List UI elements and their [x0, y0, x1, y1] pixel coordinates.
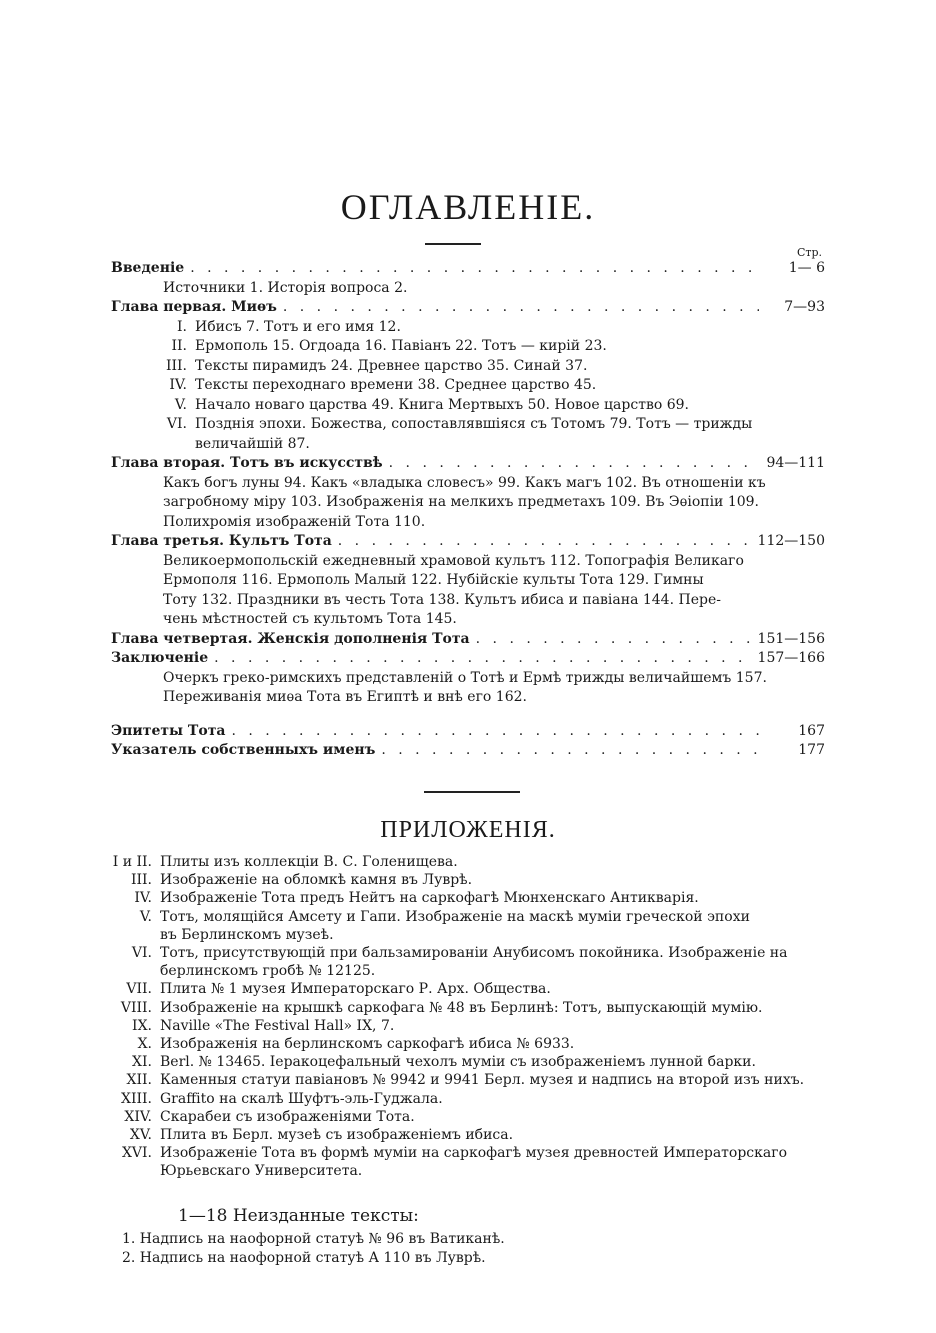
- toc-entry-label: Глава вторая. Тотъ въ искусствѣ: [111, 455, 383, 471]
- page-column-header: Стр.: [796, 246, 822, 259]
- toc-entry: [111, 298, 825, 318]
- appendix-number: [106, 962, 160, 980]
- toc-subentry-text: Тексты пирамидъ 24. Древнее царство 35. Синай 37.: [195, 357, 588, 374]
- appendix-text: Тотъ, молящійся Амсету и Гапи. Изображеніе на маскѣ муміи греческой эпохи: [160, 908, 750, 925]
- appendix-text: Изображеніе Тота въ формѣ муміи на саркофагѣ музея древностей Императорскаго: [160, 1145, 788, 1162]
- table-of-contents: [111, 259, 825, 761]
- appendix-number: XV.: [129, 1127, 152, 1144]
- appendix-number: III.: [130, 872, 152, 889]
- toc-subentry-number: III.: [165, 357, 187, 374]
- toc-entry-label: Глава четвертая. Женскія дополненія Тота: [111, 630, 470, 647]
- appendix-item: [106, 1126, 826, 1144]
- appendix-text: Изображеніе на обломкѣ камня въ Луврѣ.: [160, 872, 473, 889]
- toc-block-text: Очеркъ греко-римскихъ представленій о Тотѣ и Ермѣ трижды величайшемъ 157.: [163, 669, 767, 686]
- toc-subentry: [111, 396, 825, 416]
- toc-subentry-text: Ермополь 15. Огдоада 16. Павіанъ 22. Тотъ — кирій 23.: [195, 338, 607, 354]
- toc-entry: [111, 649, 825, 669]
- toc-leader: [190, 259, 759, 279]
- appendix-item: [106, 1090, 826, 1108]
- toc-subentry-text: Позднія эпохи. Божества, сопоставлявшіяся съ Тотомъ 79. Тотъ — трижды: [195, 416, 753, 432]
- toc-block-text: Какъ богъ луны 94. Какъ «владыка словесъ» 99. Какъ магъ 102. Въ отношеніи къ: [163, 474, 766, 491]
- appendix-text: въ Берлинскомъ музеѣ.: [160, 926, 334, 943]
- toc-entry-page: 167: [798, 722, 825, 739]
- toc-entry: [111, 630, 825, 650]
- toc-block-text: чень мѣстностей съ культомъ Тота 145.: [163, 611, 457, 627]
- toc-subentry-number: IV.: [169, 377, 187, 393]
- appendix-item: [106, 999, 826, 1017]
- toc-subentry: Источники 1. Исторія вопроса 2.: [163, 279, 408, 296]
- appendix-text: Изображеніе Тота предъ Нейтъ на саркофагѣ Мюнхенскаго Антикварія.: [160, 890, 699, 907]
- appendix-number: V.: [139, 908, 152, 925]
- appendix-text: Изображеніе на крышкѣ саркофага № 48 въ Берлинѣ: Тотъ, выпускающій мумію.: [160, 999, 763, 1016]
- toc-block-text: загробному міру 103. Изображенія на мелкихъ предметахъ 109. Въ Эѳіопіи 109.: [163, 494, 760, 510]
- appendix-title: ПРИЛОЖЕНІЯ.: [380, 817, 556, 843]
- appendix-number: VII.: [126, 981, 152, 998]
- appendix-number: IX.: [132, 1017, 152, 1034]
- toc-subentry-text: Ибисъ 7. Тотъ и его имя 12.: [195, 318, 401, 335]
- appendix-number: XI.: [132, 1054, 152, 1071]
- appendix-text: берлинскомъ гробѣ № 12125.: [160, 963, 376, 980]
- appendix-item: [106, 1108, 826, 1126]
- appendix-number: [106, 1162, 160, 1180]
- toc-entry-page: 7—93: [784, 299, 825, 315]
- appendix-number: XVI.: [121, 1145, 152, 1162]
- toc-entry-label: Глава первая. Миѳъ: [111, 299, 277, 315]
- appendix-number: I и II.: [112, 854, 152, 870]
- toc-entry-label: Заключеніе: [111, 650, 209, 666]
- toc-subentry-number: V.: [174, 396, 187, 413]
- appendix-item: [106, 908, 826, 926]
- toc-leader: [283, 298, 759, 318]
- toc-subentry: [111, 337, 825, 357]
- appendix-item: [106, 1162, 826, 1180]
- unpublished-title: 1—18 Неизданные тексты:: [178, 1206, 419, 1226]
- appendix-item: [106, 1053, 826, 1071]
- appendix-item: [106, 871, 826, 889]
- unpublished-item: 2. Надпись на наофорной статуѣ А 110 въ Луврѣ.: [122, 1250, 486, 1266]
- appendix-number: IV.: [134, 890, 152, 907]
- appendix-item: [106, 926, 826, 944]
- toc-block-text: Полихромія изображеній Тота 110.: [163, 513, 426, 530]
- appendix-item: [106, 980, 826, 998]
- toc-leader: [389, 454, 759, 474]
- toc-block-text: Тоту 132. Праздники въ честь Тота 138. Культъ ибиса и павіана 144. Пере-: [163, 591, 721, 608]
- appendix-number: [106, 926, 160, 944]
- appendix-text: Berl. № 13465. Іеракоцефальный чехолъ муміи съ изображеніемъ лунной барки.: [160, 1054, 756, 1071]
- toc-entry: [111, 454, 825, 474]
- toc-block-text: Переживанія миѳа Тота въ Египтѣ и внѣ его 162.: [163, 689, 527, 705]
- toc-subentry: [111, 318, 825, 338]
- toc-subentry: [111, 357, 825, 377]
- toc-leader: [381, 741, 759, 761]
- toc-entry: [111, 259, 825, 279]
- unpublished-list: [122, 1230, 505, 1268]
- toc-leader: [338, 532, 752, 552]
- toc-leader: [214, 649, 751, 669]
- appendix-number: VIII.: [120, 999, 152, 1016]
- toc-entry-page: 151—156: [757, 630, 825, 647]
- toc-entry-label: Указатель собственныхъ именъ: [111, 742, 376, 758]
- title-divider: [425, 243, 481, 245]
- appendix-number: VI.: [131, 945, 152, 962]
- toc-entry-page: 157—166: [757, 650, 825, 666]
- toc-entry: [111, 722, 825, 742]
- toc-entry-page: 112—150: [757, 533, 825, 549]
- toc-entry-page: 1— 6: [788, 260, 825, 276]
- appendix-item: [106, 1017, 826, 1035]
- appendix-text: Graffito на скалѣ Шуфтъ-эль-Гуджала.: [160, 1090, 443, 1107]
- appendix-item: [106, 889, 826, 907]
- page-title: ОГЛАВЛЕНІЕ.: [340, 187, 596, 227]
- appendix-text: Naville «The Festival Hall» IX, 7.: [160, 1017, 395, 1034]
- appendix-text: Тотъ, присутствующій при бальзамированіи Анубисомъ покойника. Изображеніе на: [160, 945, 788, 962]
- appendix-item: [106, 1144, 826, 1162]
- appendix-item: [106, 853, 826, 871]
- toc-subentry: [111, 415, 825, 435]
- appendix-number: X.: [137, 1036, 152, 1053]
- appendix-number: XII.: [126, 1072, 152, 1089]
- toc-subentry-text: Тексты переходнаго времени 38. Среднее царство 45.: [195, 377, 597, 393]
- toc-entry-label: Эпитеты Тота: [111, 722, 226, 739]
- toc-subentry-continuation: величайшій 87.: [195, 435, 310, 452]
- appendix-item: [106, 1035, 826, 1053]
- appendix-item: [106, 944, 826, 962]
- appendix-list: [106, 853, 826, 1181]
- appendix-item: [106, 1071, 826, 1089]
- toc-subentry-number: II.: [171, 338, 187, 354]
- appendix-number: XIV.: [124, 1108, 152, 1125]
- toc-entry-page: 177: [798, 742, 825, 758]
- appendix-text: Плита № 1 музея Императорскаго Р. Арх. Общества.: [160, 981, 551, 998]
- appendix-text: Скарабеи съ изображеніями Тота.: [160, 1108, 415, 1125]
- appendix-text: Плиты изъ коллекціи В. С. Голенищева.: [160, 854, 458, 870]
- toc-leader: [476, 630, 752, 650]
- appendix-text: Каменныя статуи павіановъ № 9942 и 9941 Берл. музея и надпись на второй изъ нихъ.: [160, 1072, 805, 1089]
- toc-entry: [111, 741, 825, 761]
- appendix-text: Плита въ Берл. музеѣ съ изображеніемъ ибиса.: [160, 1127, 514, 1144]
- unpublished-item: 1. Надпись на наофорной статуѣ № 96 въ Ватиканѣ.: [122, 1231, 505, 1247]
- toc-entry-page: 94—111: [766, 455, 825, 471]
- toc-entry: [111, 532, 825, 552]
- toc-subentry: [111, 376, 825, 396]
- appendix-item: [106, 962, 826, 980]
- toc-subentry-text: Начало новаго царства 49. Книга Мертвыхъ 50. Новое царство 69.: [195, 396, 689, 413]
- toc-gap: [111, 708, 825, 722]
- appendix-number: XIII.: [120, 1090, 152, 1107]
- toc-leader: [231, 722, 759, 742]
- appendix-text: Юрьевскаго Университета.: [160, 1163, 363, 1180]
- toc-block-text: Ермополя 116. Ермополь Малый 122. Нубійскіе культы Тота 129. Гимны: [163, 572, 704, 588]
- appendix-text: Изображенія на берлинскомъ саркофагѣ ибиса № 6933.: [160, 1036, 575, 1053]
- toc-entry-label: Глава третья. Культъ Тота: [111, 533, 332, 549]
- section-divider: [424, 791, 520, 793]
- toc-subentry-number: VI.: [166, 416, 187, 432]
- toc-subentry-number: I.: [177, 318, 187, 335]
- toc-block-text: Великоермопольскій ежедневный храмовой культъ 112. Топографія Великаго: [163, 552, 744, 569]
- toc-entry-label: Введеніе: [111, 260, 185, 276]
